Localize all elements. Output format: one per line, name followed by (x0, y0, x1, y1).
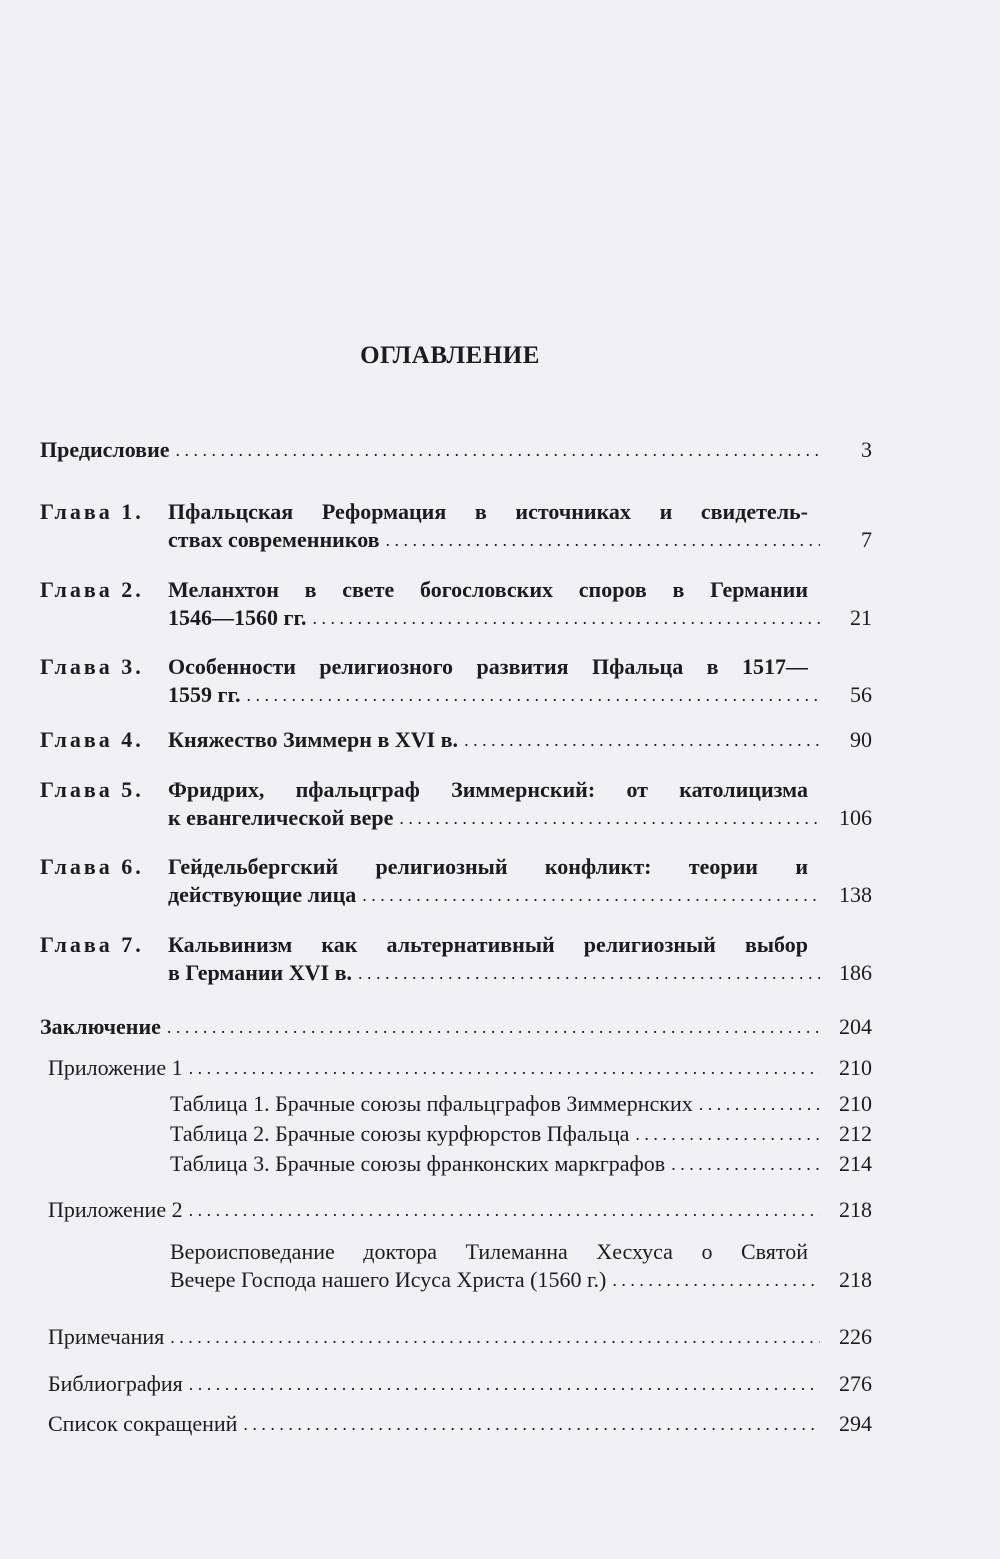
toc-entry-text: 1546—1560 гг. (168, 605, 307, 630)
toc-entry-text: Библиография (48, 1371, 183, 1396)
toc-entry-line (0, 1370, 1000, 1398)
toc-entry-line (0, 1266, 1000, 1294)
toc-entry-title[interactable] (168, 776, 808, 804)
toc-entry-title[interactable] (170, 1150, 820, 1178)
dot-leader (699, 1090, 820, 1118)
dot-leader (189, 1196, 820, 1224)
toc-entry-line (0, 1150, 1000, 1178)
dot-leader (189, 1054, 820, 1082)
toc-entry-text: 1559 гг. (168, 682, 241, 707)
toc-entry-text: Примечания (48, 1324, 165, 1349)
toc-entry-line (0, 931, 1000, 959)
page-number: 186 (839, 960, 872, 985)
toc-entry-text: Приложение 1 (48, 1055, 183, 1080)
toc-entry-title[interactable] (168, 881, 820, 909)
dot-leader (612, 1266, 820, 1294)
toc-entry-line (0, 681, 1000, 709)
dot-leader (358, 959, 820, 987)
toc-entry-line (0, 1323, 1000, 1351)
page-number: 218 (839, 1197, 872, 1222)
toc-entry-title[interactable] (48, 1410, 820, 1438)
toc-entry-line (0, 1410, 1000, 1438)
toc-entry-title[interactable] (168, 576, 808, 604)
page-number: 7 (861, 527, 872, 552)
dot-leader (635, 1120, 820, 1148)
toc-entry-text: Особенности религиозного развития Пфальца в 1517— (168, 654, 808, 679)
toc-entry-title[interactable] (40, 1013, 820, 1041)
toc-entry-title[interactable] (168, 726, 820, 754)
toc-entry-line (0, 1013, 1000, 1041)
toc-entry-text: Гейдельбергский религиозный конфликт: теории и (168, 854, 808, 879)
dot-leader (243, 1410, 820, 1438)
toc-entry-line (0, 498, 1000, 526)
dot-leader (167, 1013, 820, 1041)
toc-entry-text: Приложение 2 (48, 1197, 183, 1222)
chapter-label: Глава 6. (40, 854, 144, 879)
toc-entry-title[interactable] (168, 653, 808, 681)
toc-entry-line (0, 1090, 1000, 1118)
toc-heading: ОГЛАВЛЕНИЕ (360, 342, 540, 369)
toc-entry-line (0, 526, 1000, 554)
toc-entry-text: Заключение (40, 1014, 161, 1039)
toc-entry-line (0, 726, 1000, 754)
toc-entry-title[interactable] (48, 1054, 820, 1082)
page-number: 218 (839, 1267, 872, 1292)
toc-entry-text: Меланхтон в свете богословских споров в Германии (168, 577, 808, 602)
toc-entry-title[interactable] (40, 436, 820, 464)
toc-entry-text: Предисловие (40, 437, 170, 462)
dot-leader (170, 1323, 820, 1351)
toc-entry-text: Список сокращений (48, 1411, 238, 1436)
toc-entry-title[interactable] (168, 498, 808, 526)
toc-entry-line (0, 1238, 1000, 1266)
toc-entry-title[interactable] (170, 1266, 820, 1294)
toc-entry-line (0, 653, 1000, 681)
toc-entry-title[interactable] (170, 1238, 808, 1266)
toc-entry-line (0, 576, 1000, 604)
toc-entry-title[interactable] (168, 526, 820, 554)
dot-leader (399, 804, 820, 832)
chapter-label: Глава 5. (40, 777, 144, 802)
toc-entry-title[interactable] (48, 1196, 820, 1224)
dot-leader (313, 604, 821, 632)
toc-entry-line (0, 604, 1000, 632)
page-number: 212 (839, 1121, 872, 1146)
toc-entry-line (0, 804, 1000, 832)
dot-leader (464, 726, 820, 754)
toc-entry-line (0, 1120, 1000, 1148)
toc-entry-title[interactable] (168, 804, 820, 832)
page-number: 56 (850, 682, 872, 707)
toc-entry-text: к евангелической вере (168, 805, 394, 830)
toc-entry-line (0, 853, 1000, 881)
toc-entry-line (0, 1196, 1000, 1224)
toc-entry-line (0, 881, 1000, 909)
toc-entry-text: Вероисповедание доктора Тилеманна Хесхуса о Святой (170, 1239, 808, 1264)
toc-entry-line (0, 436, 1000, 464)
toc-entry-title[interactable] (48, 1370, 820, 1398)
toc-entry-text: Пфальцская Реформация в источниках и свидетель- (168, 499, 808, 524)
page-number: 276 (839, 1371, 872, 1396)
toc-entry-text: Княжество Зиммерн в XVI в. (168, 727, 459, 752)
toc-entry-title[interactable] (170, 1090, 820, 1118)
dot-leader (176, 436, 820, 464)
toc-entry-text: ствах современников (168, 527, 380, 552)
page-number: 214 (839, 1151, 872, 1176)
chapter-label: Глава 7. (40, 932, 144, 957)
toc-entry-title[interactable] (48, 1323, 820, 1351)
toc-entry-line (0, 776, 1000, 804)
toc-entry-title[interactable] (170, 1120, 820, 1148)
dot-leader (671, 1150, 820, 1178)
toc-entry-text: действующие лица (168, 882, 357, 907)
toc-entry-text: Кальвинизм как альтернативный религиозный выбор (168, 932, 808, 957)
page-number: 106 (839, 805, 872, 830)
page-number: 204 (839, 1014, 872, 1039)
page-number: 90 (850, 727, 872, 752)
page-number: 3 (861, 437, 872, 462)
chapter-label: Глава 4. (40, 727, 144, 752)
toc-entry-text: Фридрих, пфальцграф Зиммернский: от католицизма (168, 777, 808, 802)
page-number: 226 (839, 1324, 872, 1349)
chapter-label: Глава 3. (40, 654, 144, 679)
toc-entry-text: Таблица 3. Брачные союзы франконских маркграфов (170, 1151, 666, 1176)
toc-entry-text: Вечере Господа нашего Исуса Христа (1560 г.) (170, 1267, 607, 1292)
page-number: 210 (839, 1055, 872, 1080)
dot-leader (247, 681, 821, 709)
dot-leader (189, 1370, 820, 1398)
toc-entry-text: Таблица 2. Брачные союзы курфюрстов Пфальца (170, 1121, 630, 1146)
chapter-label: Глава 2. (40, 577, 144, 602)
toc-entry-title[interactable] (168, 604, 820, 632)
toc-entry-text: Таблица 1. Брачные союзы пфальцграфов Зиммернских (170, 1091, 693, 1116)
page-number: 138 (839, 882, 872, 907)
dot-leader (362, 881, 820, 909)
toc-entry-text: в Германии XVI в. (168, 960, 352, 985)
page-number: 294 (839, 1411, 872, 1436)
page-number: 21 (850, 605, 872, 630)
page-number: 210 (839, 1091, 872, 1116)
chapter-label: Глава 1. (40, 499, 144, 524)
toc-entry-title[interactable] (168, 853, 808, 881)
toc-entry-title[interactable] (168, 931, 808, 959)
toc-entry-line (0, 959, 1000, 987)
dot-leader (386, 526, 820, 554)
toc-entry-line (0, 1054, 1000, 1082)
toc-entry-title[interactable] (168, 681, 820, 709)
toc-entry-title[interactable] (168, 959, 820, 987)
